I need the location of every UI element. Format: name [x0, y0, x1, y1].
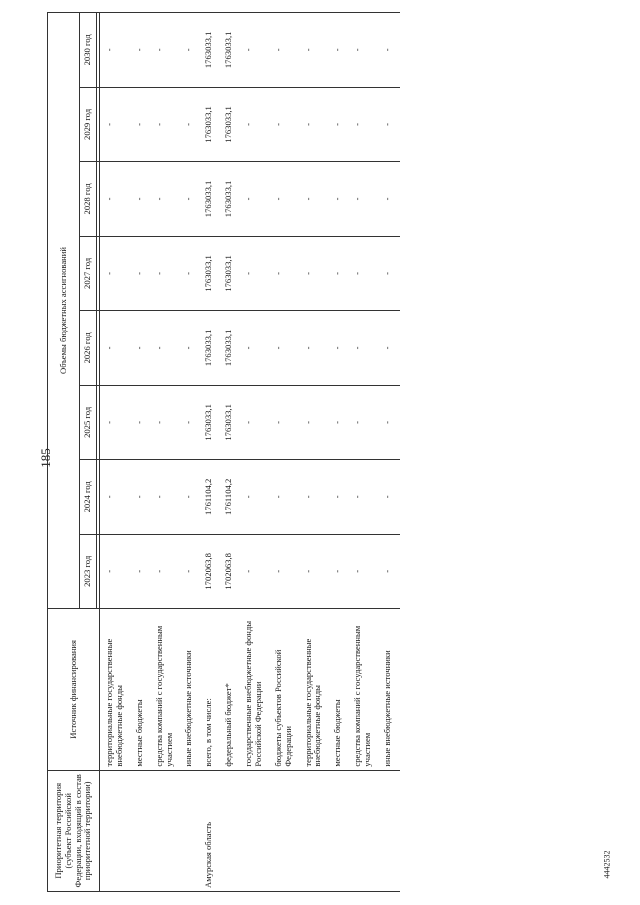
value-cell: - [132, 162, 152, 236]
value-cell: 1763033,1 [201, 311, 221, 385]
value-cell: - [152, 385, 182, 459]
territory-cell [241, 770, 271, 891]
value-cell: - [301, 311, 331, 385]
value-cell: 1763033,1 [221, 162, 241, 236]
document-id: 4442532 [602, 850, 612, 879]
value-cell: - [301, 534, 331, 608]
value-cell: - [181, 460, 201, 534]
value-cell: - [380, 87, 400, 161]
value-cell: 1761104,2 [201, 460, 221, 534]
value-cell: 1761104,2 [221, 460, 241, 534]
value-cell: - [152, 236, 182, 310]
value-cell: - [102, 87, 132, 161]
source-cell: средства компаний с государственным участием [152, 609, 182, 771]
territory-cell [301, 770, 331, 891]
value-cell: - [330, 460, 350, 534]
value-cell: - [271, 236, 301, 310]
source-cell: местные бюджеты [330, 609, 350, 771]
budget-allocations-table [47, 12, 400, 892]
territory-cell [330, 770, 350, 891]
value-cell: - [152, 162, 182, 236]
value-cell: - [152, 87, 182, 161]
year-column-header: 2023 год [80, 534, 97, 608]
value-cell: - [181, 87, 201, 161]
source-cell: федеральный бюджет* [221, 609, 241, 771]
territory-cell [221, 770, 241, 891]
value-cell: - [301, 236, 331, 310]
value-cell: - [271, 162, 301, 236]
table-row [102, 13, 132, 892]
value-cell: - [271, 460, 301, 534]
value-cell: - [152, 13, 182, 88]
year-column-header: 2024 год [80, 460, 97, 534]
value-cell: 1763033,1 [221, 87, 241, 161]
value-cell: - [380, 311, 400, 385]
value-cell: - [330, 385, 350, 459]
value-cell: 1763033,1 [201, 385, 221, 459]
territory-cell [350, 770, 380, 891]
value-cell: - [330, 311, 350, 385]
value-cell: - [241, 534, 271, 608]
value-cell: - [241, 162, 271, 236]
value-cell: - [241, 236, 271, 310]
source-cell: территориальные государственные внебюджетные фонды [301, 609, 331, 771]
year-column-header: 2025 год [80, 385, 97, 459]
value-cell: - [241, 460, 271, 534]
table-header [48, 13, 100, 892]
source-cell: средства компаний с государственным участием [350, 609, 380, 771]
value-cell: - [350, 460, 380, 534]
value-cell: - [181, 236, 201, 310]
value-cell: - [132, 13, 152, 88]
value-cell: - [132, 385, 152, 459]
table-row [201, 13, 221, 892]
year-column-header: 2027 год [80, 236, 97, 310]
territory-column-header: Приоритетная территория (субъект Российской Федерации, входящий в состав приоритетной территории) [48, 770, 100, 891]
table-row [330, 13, 350, 892]
value-cell: - [301, 460, 331, 534]
territory-cell [181, 770, 201, 891]
value-cell: - [301, 162, 331, 236]
source-cell: иные внебюджетные источники [181, 609, 201, 771]
value-cell: - [152, 534, 182, 608]
value-cell: - [301, 13, 331, 88]
value-cell: - [350, 534, 380, 608]
value-cell: - [380, 236, 400, 310]
value-cell: 1763033,1 [201, 162, 221, 236]
table-body [100, 13, 400, 892]
table-row [301, 13, 331, 892]
source-column-header: Источник финансирования [48, 609, 100, 771]
value-cell: - [102, 311, 132, 385]
value-cell: 1763033,1 [221, 236, 241, 310]
source-cell: местные бюджеты [132, 609, 152, 771]
source-cell: иные внебюджетные источники [380, 609, 400, 771]
value-cell: - [380, 534, 400, 608]
year-column-header: 2030 год [80, 13, 97, 88]
territory-cell [152, 770, 182, 891]
value-cell: 1763033,1 [221, 311, 241, 385]
value-cell: 1763033,1 [221, 385, 241, 459]
table-row [152, 13, 182, 892]
value-cell: - [380, 162, 400, 236]
value-cell: - [380, 385, 400, 459]
value-cell: - [132, 236, 152, 310]
value-cell: - [350, 13, 380, 88]
source-cell: бюджеты субъектов Российской Федерации [271, 609, 301, 771]
source-cell: территориальные государственные внебюджетные фонды [102, 609, 132, 771]
value-cell: - [102, 13, 132, 88]
value-cell: - [330, 534, 350, 608]
value-cell: - [271, 87, 301, 161]
table-row [181, 13, 201, 892]
value-cell: - [152, 311, 182, 385]
value-cell: - [271, 534, 301, 608]
value-cell: - [181, 534, 201, 608]
value-cell: - [102, 534, 132, 608]
value-cell: - [102, 460, 132, 534]
rotated-table-page [47, 12, 562, 892]
source-cell: всего, в том числе: [201, 609, 221, 771]
value-cell: 1763033,1 [201, 87, 221, 161]
value-cell: - [330, 162, 350, 236]
value-cell: - [301, 385, 331, 459]
value-cell: - [241, 311, 271, 385]
value-cell: - [102, 236, 132, 310]
value-cell: - [330, 13, 350, 88]
table-row [271, 13, 301, 892]
value-cell: - [350, 385, 380, 459]
value-cell: 1702063,8 [201, 534, 221, 608]
territory-cell [271, 770, 301, 891]
territory-cell: Амурская область [201, 770, 221, 891]
value-cell: - [380, 460, 400, 534]
value-cell: - [350, 162, 380, 236]
table-row [241, 13, 271, 892]
value-cell: 1763033,1 [201, 13, 221, 88]
value-cell: - [241, 385, 271, 459]
value-cell: - [350, 311, 380, 385]
value-cell: - [152, 460, 182, 534]
value-cell: - [271, 13, 301, 88]
value-cell: - [132, 311, 152, 385]
value-cell: - [181, 385, 201, 459]
value-cell: - [241, 87, 271, 161]
volumes-group-header: Объемы бюджетных ассигнований [48, 13, 80, 609]
value-cell: - [132, 87, 152, 161]
value-cell: - [350, 236, 380, 310]
value-cell: - [181, 13, 201, 88]
value-cell: - [181, 162, 201, 236]
value-cell: - [132, 460, 152, 534]
value-cell: - [132, 534, 152, 608]
value-cell: - [330, 236, 350, 310]
value-cell: - [181, 311, 201, 385]
table-row [350, 13, 380, 892]
value-cell: - [271, 385, 301, 459]
value-cell: - [241, 13, 271, 88]
value-cell: - [380, 13, 400, 88]
value-cell: 1702063,8 [221, 534, 241, 608]
value-cell: - [301, 87, 331, 161]
source-cell: государственные внебюджетные фонды Российской Федерации [241, 609, 271, 771]
value-cell: - [330, 87, 350, 161]
table-row [132, 13, 152, 892]
value-cell: - [102, 162, 132, 236]
value-cell: 1763033,1 [221, 13, 241, 88]
value-cell: - [350, 87, 380, 161]
table-row [380, 13, 400, 892]
value-cell: - [102, 385, 132, 459]
year-column-header: 2029 год [80, 87, 97, 161]
page-number: 185 [38, 448, 53, 468]
territory-cell [102, 770, 132, 891]
value-cell: - [271, 311, 301, 385]
table-row [221, 13, 241, 892]
territory-cell [132, 770, 152, 891]
territory-cell [380, 770, 400, 891]
year-column-header: 2028 год [80, 162, 97, 236]
year-column-header: 2026 год [80, 311, 97, 385]
value-cell: 1763033,1 [201, 236, 221, 310]
